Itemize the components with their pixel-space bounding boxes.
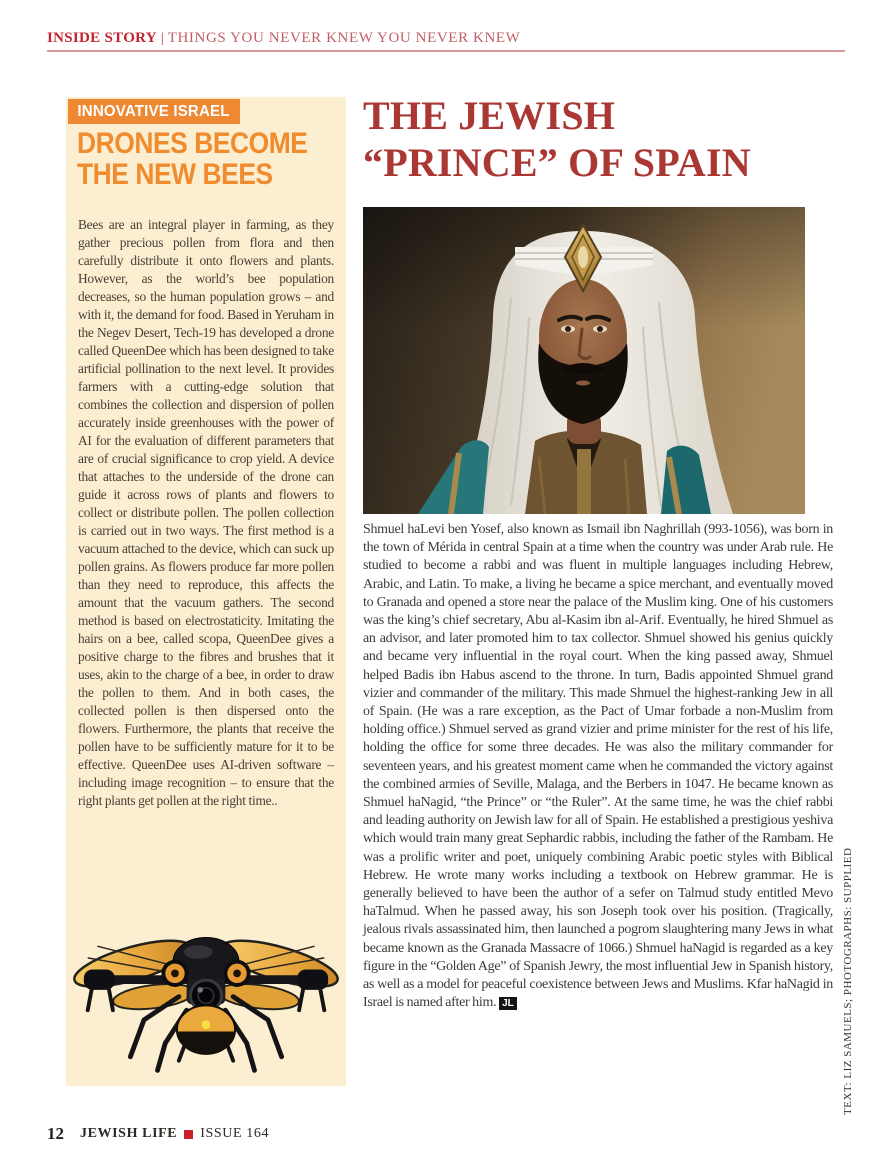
portrait-image (363, 207, 805, 514)
sidebar-badge-label: INNOVATIVE ISRAEL (77, 103, 230, 120)
section-kicker: INSIDE STORY (47, 30, 157, 46)
kicker-divider: | (160, 31, 164, 46)
article-body-block (363, 521, 833, 1012)
magazine-name: JEWISH LIFE (80, 1126, 178, 1141)
article-title-line2: “PRINCE” OF SPAIN (363, 140, 751, 185)
section-tagline: THINGS YOU NEVER KNEW YOU NEVER KNEW (167, 30, 521, 46)
article-title-line1: THE JEWISH (363, 93, 616, 138)
sidebar-body-text: Bees are an integral player in farming, as they gather precious pollen from flora and then carefully distribute it onto flowers and plants. However, as the world’s bee population decreases, so the human population grows – and with it, the demand for food. Based in Yeruham in the Negev Desert, Tech-19 has developed a drone called QueenDee which has been designed to take artificial pollination to the next level. It provides farmers with a cutting-edge solution that combines the collection and dispersion of pollen accurately inside greenhouses with the power of AI for the evaluation of different parameters that are of crucial significance to crop yield. A device that attaches to the underside of the drone can guide it across rows of plants and flowers to collect or distribute pollen. The pollen collection is carried out in two ways. The first method is a vacuum attached to the device, which can suck up pollen grains. As flowers produce far more pollen than they need to reproduce, this affects the amount that the vacuum gathers. The second method is based on electrostaticity. Imitating the hairs on a bee, called scopa, QueenDee gives a positive charge to the fibres and brushes that it uses, akin to the charge of a bee, in order to draw the pollen to them. And in both cases, the collected pollen is then dispersed onto the flowers. Furthermore, the plants that receive the pollen have to be sufficiently mature for it to be effective. QueenDee uses AI-driven software – including image recognition – to ensure that the right plants get pollen at the right time.. (78, 217, 334, 808)
sidebar-title-line2: THE NEW BEES (77, 158, 273, 191)
page-footer (47, 1124, 269, 1144)
sidebar-title (77, 128, 307, 190)
header-rule (47, 50, 845, 52)
credit-vertical-text: TEXT: LIZ SAMUELS; PHOTOGRAPHS: SUPPLIED (842, 847, 854, 1115)
bee-drone-image (70, 921, 342, 1081)
sidebar-title-line1: DRONES BECOME (77, 127, 308, 160)
sidebar-article-panel (66, 97, 346, 1086)
sidebar-badge (68, 99, 240, 124)
article-body-text: Shmuel haLevi ben Yosef, also known as Ismail ibn Naghrillah (993-1056), was born in the town of Mérida in central Spain at a time when the country was under Arab rule. He studied to become a rabbi and was fluent in multiple languages including Hebrew, Arabic, and Latin. To make, a living he became a spice merchant, and eventually moved to Granada and opened a store near the palace of the Muslim king. One of his customers was the king’s chief secretary, Abu al-Kasim ibn al-Arif. Eventually, he hired Shmuel as an advisor, and later promoted him to tax collector. Shmuel showed his genius quickly and became very influential in the royal court. When the king passed away, Shmuel helped Badis ibn Habus ascend to the throne. In turn, Badis appointed Shmuel grand vizier and commander of the military. This made Shmuel the highest-ranking Jew in all of Spain. (He was a rare exception, as the Pact of Umar forbade a non-Muslim from holding office.) Shmuel served as grand vizier and prime minister for the rest of his life, holding the office for some three decades. He was also the military commander for seventeen years, and his greatest moment came when he commanded the victory against the combined armies of Seville, Malaga, and the Berbers in 1047. He became known as Shmuel haNagid, “the Prince” or “the Ruler”. At the same time, he was the chief rabbi and leading authority on Jewish law for all of Spain. He established a prestigious yeshiva which would train many great Sephardic rabbis, including the father of the Rambam. He was a prolific writer and poet, uniquely combining Arabic poetic styles with Biblical Hebrew. He wrote many works including a textbook on Hebrew grammar. He is generally believed to have been the author of a sefer on Talmud study entitled Mevo haTalmud. When he passed away, his son Joseph took over his position. (Tragically, jealous rivals assassinated him, then launched a pogrom slaughtering many Jews in what became known as the Granada Massacre of 1066.) Shmuel haNagid is regarded as a key figure in the “Golden Age” of Spanish Jewry, the most influential Jew in Spanish history, as well as a model for peaceful coexistence between Jews and Muslims. Kfar haNagid in Israel is named after him. (363, 522, 833, 1011)
jl-endmark-logo: JL (499, 997, 517, 1010)
issue-number: ISSUE 164 (200, 1126, 270, 1141)
issue-square-icon (184, 1130, 193, 1139)
article-title (363, 92, 751, 186)
page-number: 12 (47, 1124, 64, 1143)
page-header (47, 29, 845, 47)
